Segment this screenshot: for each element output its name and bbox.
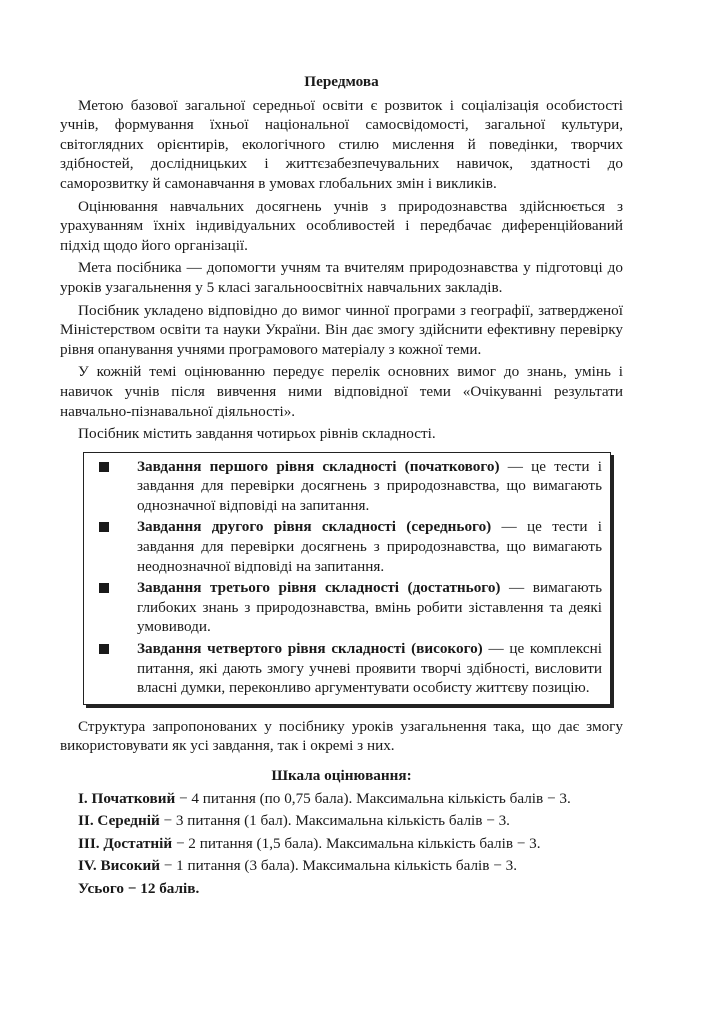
scale-line: І. Початковий − 4 питання (по 0,75 бала). Максимальна кількість балів − 3.	[78, 789, 571, 807]
paragraph-structure: Структура запропонованих у посібнику уроків узагальнення така, що дає змогу використовувати як усі завдання, так і окремі з них.	[60, 717, 623, 755]
paragraph-program: Посібник укладено відповідно до вимог чинної програми з географії, затвердженої Міністерством освіти та науки України. Він дає змогу здійснити ефективну перевірку рівня опанування учнями програмового матеріалу з кожної теми.	[60, 301, 623, 358]
paragraph-goal: Метою базової загальної середньої освіти є розвиток і соціалізація особистості учнів, формування їхньої національної самосвідомості, загальної культури, світоглядних орієнтирів, екологічного стилю мислення й поведінки, творчих здібностей, дослідницьких і життєзабезпечувальних навичок, здатності до саморозвитку й самонавчання в умовах глобальних змін і викликів.	[60, 96, 623, 192]
level-item	[84, 457, 610, 516]
page-title: Передмова	[304, 73, 379, 90]
square-bullet-icon	[99, 644, 109, 654]
level-text: Завдання четвертого рівня складності (високого) — це комплексні питання, які дають змогу учневі проявити творчі здібності, висловити власні думки, переконливо аргументувати особисту життєву позицію.	[137, 640, 602, 697]
paragraph-topics: У кожній темі оцінюванню передує перелік основних вимог до знань, умінь і навичок учнів після вивчення ними відповідної теми «Очікуванні результати навчально-пізнавальної діяльності».	[60, 363, 623, 420]
square-bullet-icon	[99, 583, 109, 593]
level-text: Завдання першого рівня складності (початкового) — це тести і завдання для перевірки досягнень з природознавства, що вимагають однозначної відповіді на запитання.	[137, 457, 602, 514]
paragraph-assessment: Оцінювання навчальних досягнень учнів з природознавства здійснюється з урахуванням їхніх індивідуальних особливостей і передбачає диференційований підхід щодо його організації.	[60, 197, 623, 254]
scale-title: Шкала оцінювання:	[271, 767, 412, 784]
levels-box	[83, 452, 611, 705]
level-text: Завдання другого рівня складності (середнього) — це тести і завдання для перевірки досягнень з природознавства, що вимагають неоднозначної відповіді на запитання.	[137, 518, 602, 575]
level-text: Завдання третього рівня складності (достатнього) — вимагають глибоких знань з природознавства, вмінь робити зіставлення та деякі умовиводи.	[137, 579, 602, 636]
paragraph-purpose: Мета посібника — допомогти учням та вчителям природознавства у підготовці до уроків узагальнення у 5 класі загальноосвітніх навчальних закладів.	[60, 259, 623, 296]
paragraph-levels-intro: Посібник містить завдання чотирьох рівнів складності.	[78, 425, 436, 443]
level-item	[84, 639, 610, 698]
level-item	[84, 578, 610, 637]
level-item	[84, 517, 610, 576]
scale-line: ІІ. Середній − 3 питання (1 бал). Максимальна кількість балів − 3.	[78, 812, 510, 830]
scale-line: ІV. Високий − 1 питання (3 бала). Максимальна кількість балів − 3.	[78, 857, 518, 875]
scale-total: Усього − 12 балів.	[78, 879, 200, 897]
scale-line: ІІІ. Достатній − 2 питання (1,5 бала). Максимальна кількість балів − 3.	[78, 834, 541, 852]
square-bullet-icon	[99, 522, 109, 532]
square-bullet-icon	[99, 462, 109, 472]
